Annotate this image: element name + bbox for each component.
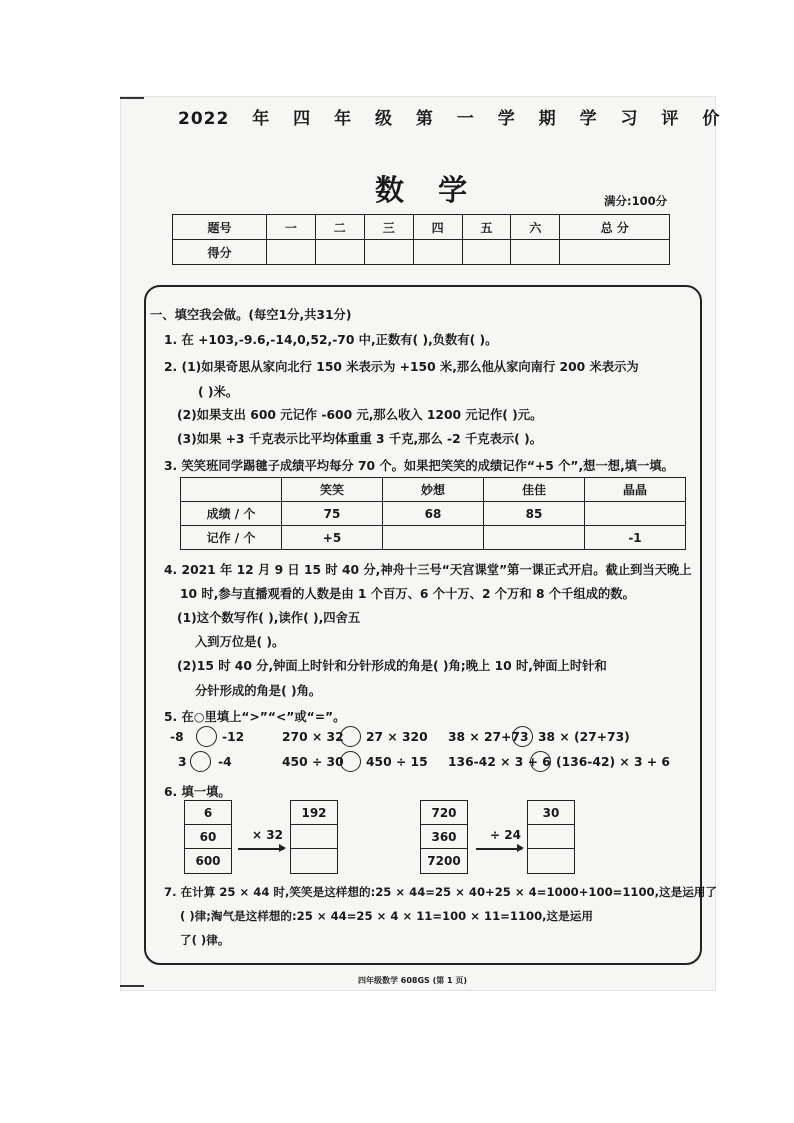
compare-circle[interactable]: [340, 726, 361, 747]
question-7-line2: ( )律;淘气是这样想的:25 × 44=25 × 4 × 11=100 × 11=1100,这是运用: [180, 909, 593, 923]
table-header: 佳佳: [484, 478, 585, 502]
score-table: [172, 214, 670, 265]
table-header: 笑笑: [282, 478, 383, 502]
input-cell: 7200: [427, 854, 461, 868]
output-column-right: [527, 800, 575, 874]
answer-cell[interactable]: [291, 825, 337, 849]
table-header-row: [181, 478, 686, 502]
score-cell[interactable]: [511, 240, 560, 265]
table-cell: +5: [282, 526, 383, 550]
compare-right: 38 × (27+73): [538, 730, 630, 744]
row-label: 记作 / 个: [181, 526, 282, 550]
score-col-4: 四: [413, 215, 462, 240]
compare-left: 270 × 32: [282, 730, 344, 744]
score-col-5: 五: [462, 215, 511, 240]
question-7-line1: 7. 在计算 25 × 44 时,笑笑是这样想的:25 × 44=25 × 40+25 × 4=1000+100=1100,这是运用了: [164, 885, 717, 899]
input-cell: 6: [185, 801, 231, 825]
compare-right: -12: [222, 730, 245, 744]
score-cell[interactable]: [413, 240, 462, 265]
question-7-line3: 了( )律。: [180, 933, 230, 947]
score-cell[interactable]: [560, 240, 670, 265]
subject-title: 数 学: [375, 173, 480, 207]
compare-left: 3: [178, 755, 187, 769]
answer-cell[interactable]: [528, 825, 574, 849]
question-4-line4: 入到万位是( )。: [195, 635, 285, 649]
question-2-part1-line1: 2. (1)如果奇思从家向北行 150 米表示为 +150 米,那么他从家向南行 200 米表示为: [164, 360, 639, 374]
score-cell[interactable]: [462, 240, 511, 265]
answer-cell[interactable]: [291, 849, 337, 873]
compare-right: -4: [218, 755, 232, 769]
page-footer: 四年级数学 608GS (第 1 页): [358, 976, 468, 985]
arrow-right-icon: [238, 848, 284, 850]
arrow-right-icon: [476, 848, 522, 850]
score-col-2: 二: [315, 215, 364, 240]
compare-circle[interactable]: [530, 751, 551, 772]
question-2-part2: (2)如果支出 600 元记作 -600 元,那么收入 1200 元记作( )元。: [177, 408, 543, 422]
table-cell: -1: [585, 526, 686, 550]
question-4-line6: 分针形成的角是( )角。: [195, 684, 322, 698]
input-cell: 600: [195, 854, 221, 868]
compare-right: 27 × 320: [366, 730, 428, 744]
operation-divide: ÷ 24: [490, 828, 521, 842]
compare-left: 38 × 27+73: [448, 730, 529, 744]
exam-title: 2022 年 四 年 级 第 一 学 期 学 习 评 价: [178, 109, 721, 129]
kick-score-table: [180, 477, 686, 550]
score-cell[interactable]: [266, 240, 315, 265]
score-cell[interactable]: [315, 240, 364, 265]
question-4-line3: (1)这个数写作( ),读作( ),四舍五: [177, 611, 361, 625]
output-cell: 192: [291, 801, 337, 825]
question-2-part1-line2: ( )米。: [198, 385, 239, 399]
table-cell: 85: [484, 502, 585, 526]
score-row-label: 得分: [173, 240, 267, 265]
row-label: 成绩 / 个: [181, 502, 282, 526]
score-col-6: 六: [511, 215, 560, 240]
question-4-line2: 10 时,参与直播观看的人数是由 1 个百万、6 个十万、2 个万和 8 个千组成的数。: [180, 587, 635, 601]
score-table-score-row: [173, 240, 670, 265]
question-5: 5. 在○里填上“>”“<”或“=”。: [164, 710, 346, 724]
table-header: 妙想: [383, 478, 484, 502]
table-corner: [181, 478, 282, 502]
compare-left: 136-42 × 3 + 6: [448, 755, 551, 769]
input-column-right: [420, 800, 468, 874]
input-column-left: [184, 800, 232, 874]
answer-cell[interactable]: [484, 526, 585, 550]
question-2-part3: (3)如果 +3 千克表示比平均体重重 3 千克,那么 -2 千克表示( )。: [177, 432, 542, 446]
output-cell: 30: [528, 801, 574, 825]
output-column-left: [290, 800, 338, 874]
table-row: [181, 502, 686, 526]
compare-circle[interactable]: [190, 751, 211, 772]
operation-multiply: × 32: [252, 828, 283, 842]
question-6: 6. 填一填。: [164, 785, 231, 799]
compare-right: (136-42) × 3 + 6: [556, 755, 670, 769]
compare-circle[interactable]: [512, 726, 533, 747]
input-cell: 720: [421, 801, 467, 825]
question-4-line1: 4. 2021 年 12 月 9 日 15 时 40 分,神舟十三号“天宫课堂”第一课正式开启。截止到当天晚上: [164, 563, 692, 577]
compare-circle[interactable]: [340, 751, 361, 772]
answer-cell[interactable]: [383, 526, 484, 550]
section-heading: 一、填空我会做。(每空1分,共31分): [150, 308, 352, 322]
input-cell: 360: [421, 825, 467, 849]
table-row: [181, 526, 686, 550]
score-col-3: 三: [364, 215, 413, 240]
compare-circle[interactable]: [196, 726, 217, 747]
compare-left: 450 ÷ 30: [282, 755, 344, 769]
full-score: 满分:100分: [604, 194, 668, 208]
compare-left: -8: [170, 730, 184, 744]
compare-right: 450 ÷ 15: [366, 755, 428, 769]
answer-cell[interactable]: [528, 849, 574, 873]
score-col-total: 总 分: [560, 215, 670, 240]
question-4-line5: (2)15 时 40 分,钟面上时针和分针形成的角是( )角;晚上 10 时,钟面上时针和: [177, 659, 607, 673]
margin-mark-top: [120, 97, 144, 99]
question-1: 1. 在 +103,-9.6,-14,0,52,-70 中,正数有( ),负数有( )。: [164, 333, 498, 347]
score-col-label: 题号: [173, 215, 267, 240]
score-col-1: 一: [266, 215, 315, 240]
score-cell[interactable]: [364, 240, 413, 265]
table-cell: 75: [282, 502, 383, 526]
margin-mark-bottom: [120, 985, 144, 987]
score-table-header-row: [173, 215, 670, 240]
table-cell: 68: [383, 502, 484, 526]
input-cell: 60: [185, 825, 231, 849]
question-3: 3. 笑笑班同学踢毽子成绩平均每分 70 个。如果把笑笑的成绩记作“+5 个”,想一想,填一填。: [164, 459, 674, 473]
table-header: 晶晶: [585, 478, 686, 502]
answer-cell[interactable]: [585, 502, 686, 526]
